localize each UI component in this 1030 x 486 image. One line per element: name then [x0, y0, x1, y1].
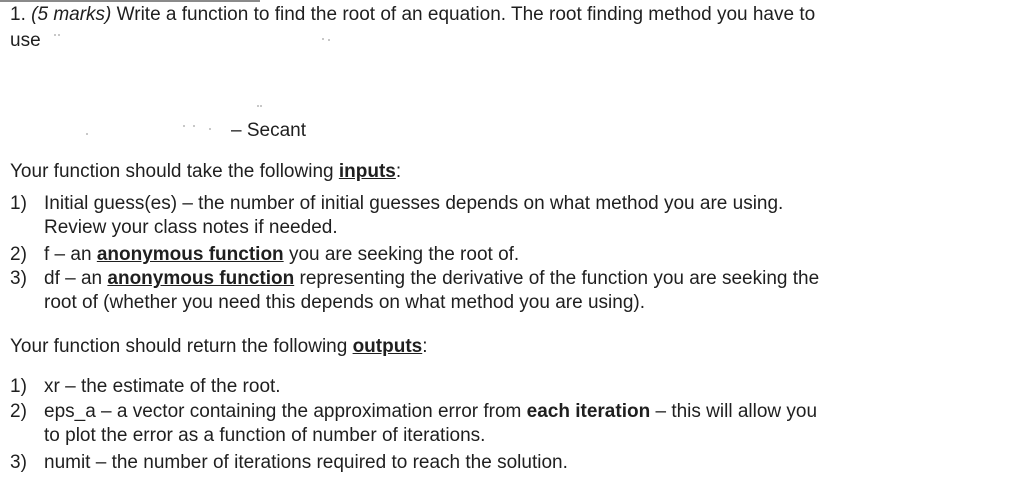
redaction-speck — [328, 39, 330, 41]
list-number: 1) — [10, 376, 27, 397]
list-item-cont: Review your class notes if needed. — [44, 217, 338, 238]
redaction-speck — [193, 125, 195, 127]
list-text: f – an — [44, 244, 92, 265]
question-text-cont — [10, 30, 41, 52]
redaction-speck — [54, 34, 56, 36]
list-item-cont: to plot the error as a function of number of iterations. — [44, 425, 486, 446]
list-item — [10, 243, 519, 267]
redaction-speck — [183, 125, 185, 127]
list-number: 2) — [10, 401, 27, 422]
inputs-keyword: inputs — [338, 161, 396, 182]
list-item — [10, 400, 817, 424]
list-number: 2) — [10, 244, 27, 265]
list-item — [10, 267, 819, 291]
list-text: – this will allow you — [655, 401, 818, 422]
list-text: xr – the estimate of the root. — [44, 376, 281, 397]
list-text: representing the derivative of the function you are seeking the — [299, 268, 820, 289]
list-keyword: anonymous function — [107, 268, 295, 289]
method-line — [231, 120, 306, 142]
list-keyword: anonymous function — [96, 244, 284, 265]
redaction-speck — [209, 128, 211, 130]
list-keyword: each iteration — [526, 401, 651, 422]
redaction-speck — [58, 34, 60, 36]
list-number: 1) — [10, 193, 27, 214]
outputs-keyword: outputs — [352, 336, 423, 357]
question-use-word: use — [10, 30, 41, 51]
list-text: numit – the number of iterations required to reach the solution. — [44, 452, 568, 473]
redaction-speck — [260, 105, 262, 107]
list-number: 3) — [10, 452, 27, 473]
redaction-speck — [86, 133, 88, 135]
outputs-heading — [10, 336, 428, 358]
inputs-heading — [10, 161, 401, 183]
list-text: eps_a – a vector containing the approximation error from — [44, 401, 522, 422]
method-name: Secant — [246, 120, 307, 141]
redaction-speck — [322, 38, 324, 40]
question-number: 1. — [10, 4, 26, 25]
redaction-speck — [257, 105, 259, 107]
question-text: Write a function to find the root of an equation. The root finding method you have to — [116, 4, 816, 25]
top-rule — [0, 0, 260, 2]
list-text: you are seeking the root of. — [288, 244, 520, 265]
list-number: 3) — [10, 268, 27, 289]
list-item-cont: root of (whether you need this depends on what method you are using). — [44, 292, 645, 313]
outputs-intro: Your function should return the following — [10, 336, 348, 357]
outputs-colon: : — [422, 336, 428, 357]
list-text: df – an — [44, 268, 103, 289]
list-item — [10, 192, 783, 216]
list-item — [10, 375, 281, 399]
list-item — [10, 451, 568, 475]
inputs-colon: : — [395, 161, 402, 182]
method-dash: – — [231, 120, 242, 141]
question-header — [10, 4, 815, 26]
question-marks: (5 marks) — [31, 4, 112, 25]
list-text: Initial guess(es) – the number of initial guesses depends on what method you are using. — [44, 193, 784, 214]
inputs-intro: Your function should take the following — [10, 161, 334, 182]
